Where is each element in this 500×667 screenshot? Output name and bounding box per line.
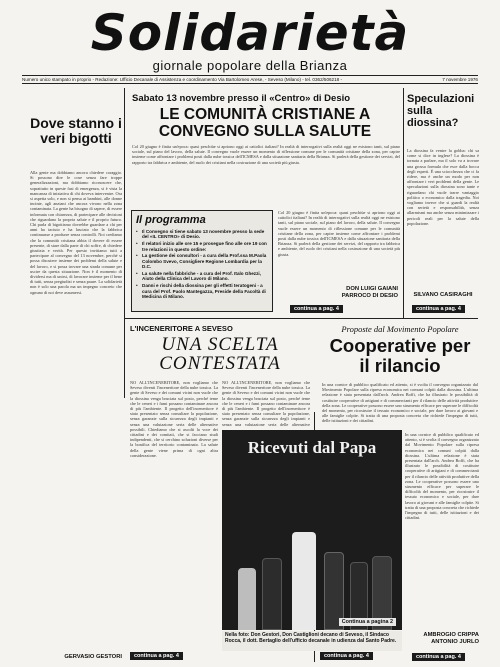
section-rule xyxy=(124,318,478,319)
center-signature xyxy=(278,286,398,300)
photo-figure xyxy=(292,532,316,630)
bottom-right-body-intro: In una cornice di pubblico qualificato ed attento, si è svolta il convegno organizzato dal Movimento Popolare sulla ripresa economica nei comuni colpiti dalla diossina. L'ultima relazione è stata presentata dall'arch. Andrea Boffi, che ha illustrato le possibilità di costituire cooperative di artigiani e di commercianti per il rilancio delle attività produttive della zona. Le cooperative possono essere uno strumento efficace per superare le difficoltà del momento, per ricostruire il tessuto economico e sociale, per dare lavoro ai giovani e alle famiglie colpite. Si tratta di una proposta concreta che richiede l'impegno di tutti, delle istituzioni e dei cittadini. xyxy=(322,382,478,424)
bottom-left-kicker: L'INCENERITORE A SEVESO xyxy=(130,324,233,333)
right-article-body: La diossina fa venire la gobba: chi sa come si dice in inglese? La diossina è tornata a parlare, ma il solo va a trovare una grossa formula che esce dalla bocca degli esperti. È una sciocchezza che ci fa ridere, ma è anche un modo per non affrontare i veri problemi della gente. Le speculazioni sulla diossina sono tante e riguardano chi vuole trarre vantaggio politico o economico dalla tragedia. Noi vogliamo invece che si guardi la realtà con serietà e responsabilità, senza allarmismi ma anche senza minimizzare i pericoli reali per la salute della popolazione. xyxy=(407,148,479,226)
right-headline: Speculazioni sulla diossina? xyxy=(407,93,475,129)
left-article-signature: GERVASIO GESTORI xyxy=(64,654,122,660)
center-signature-name: DON LUIGI GAIANI xyxy=(346,286,398,292)
bottom-left-body-2: NO ALL'INCENERITORE, non vogliamo che Seveso diventi l'inceneritore della nube tossica. La gente di Seveso e dei comuni vicini non vuole che la diossina venga bruciata sul posto, perché teme che le ceneri e i fumi possano contaminare ancora di più l'ambiente. Il progetto dell'inceneritore è stato presentato senza consultare la popolazione, senza garanzie sulla sicurezza degli impianti e senza una valutazione seria delle alternative xyxy=(222,380,310,426)
bottom-right-body: In una cornice di pubblico qualificato ed attento, si è svolta il convegno organizzato dal Movimento Popolare sulla ripresa economica nei comuni colpiti dalla diossina. L'ultima relazione è stata presentata dall'arch. Andrea Boffi, che ha illustrato le possibilità di costituire cooperative di artigiani e di commercianti per il rilancio delle attività produttive della zona. Le cooperative possono essere uno strumento efficace per superare le difficoltà del momento, per ricostruire il tessuto economico e sociale, per dare lavoro ai giovani e alle famiglie colpite. Si tratta di una proposta concreta che richiede l'impegno di tutti, delle istituzioni e dei cittadini. xyxy=(405,432,479,521)
photo-tag: Continua a pagina 2 xyxy=(339,618,396,626)
program-item: • Il relatori inizio alle ore 15 e prosegue fino alle ore 19 con tre relazioni in questo ordine: xyxy=(136,241,270,252)
column-rule xyxy=(403,88,404,318)
program-title: Il programma xyxy=(136,214,206,226)
left-headline: Dove stanno i veri bigotti xyxy=(30,115,122,146)
bottom-right-signature-1: AMBROGIO CRIPPA xyxy=(423,632,479,638)
program-list xyxy=(136,229,270,301)
right-continue-tag[interactable]: continua a pag. 4 xyxy=(412,305,465,313)
bottom-left-headline: UNA SCELTA CONTESTATA xyxy=(159,334,281,374)
program-item: • La gestione dei consultori - a cura della Prof.ssa M.Paola Colombo Svevo, Consigliere Regione Lombardia per la D.C. xyxy=(136,253,270,269)
program-item: • La salute nella fabbriche - a cura del Prof. Italo Ghezzi, Aiuto della Clinica del Lavoro di Milano. xyxy=(136,271,270,282)
bottom-right-headline: Cooperative per il rilancio xyxy=(329,335,471,376)
program-item: • Danni e rischi della diossina per gli effetti teratogeni - a cura del Prof. Paolo Mantegazza, Preside della Facoltà di Medicina di Milano. xyxy=(136,283,270,299)
bottom-left-body: NO ALL'INCENERITORE, non vogliamo che Seveso diventi l'inceneritore della nube tossica. La gente di Seveso e dei comuni vicini non vuole che la diossina venga bruciata sul posto, perché teme che le ceneri e i fumi possano contaminare ancora di più l'ambiente. Il progetto dell'inceneritore è stato presentato senza consultare la popolazione, senza garanzie sulla sicurezza degli impianti e senza una valutazione seria delle alternative possibili. Chiediamo che si ascolti la voce dei cittadini e dei comitati, che si facciano studi indipendenti, che si cerchino soluzioni diverse per la bonifica del territorio contaminato. La salute della gente viene prima di ogni altra considerazione. xyxy=(130,380,218,458)
center-continue-tag[interactable]: continua a pag. 4 xyxy=(290,305,343,313)
program-box xyxy=(131,210,273,312)
papal-audience-photo xyxy=(222,430,402,630)
photo-caption: Nella foto: Don Gestori, Don Castiglioni decano di Seveso, il Sindaco Rocca, il dott. Bertaglio dell'ufficio decanale in udienza dal Santo Padre. xyxy=(222,631,402,651)
photo-continue-tag[interactable]: continua a pag. 4 xyxy=(320,652,373,660)
center-article-body: Col 20 giugno è finita un'epoca: quasi peschiùe si apriono oggi ai cattolici italiani? In realtà di interrogativi sulla realtà oggi ne esistono tanti, sul piano sociale, sul piano del lavoro, della salute. Il convegno vuole essere un momento di riflessione comune per le comunità cristiane della zona, per capire insieme come affrontare i problemi posti dalla nube tossica dell'ICMESA e dalla situazione sanitaria della Brianza. Si parlerà della gestione dei servizi, del rapporto tra fabbrica e ambiente, del ruolo dei cristiani nella costruzione di una società più giusta. xyxy=(132,144,400,165)
bottom-left-continue-tag[interactable]: continua a pag. 4 xyxy=(130,652,183,660)
right-article-signature: SILVANO CASIRAGHI xyxy=(413,292,473,298)
left-article-body: Alla gente ma dobbiamo ancora chiedere coraggio. Si possono dire le cose senza fare troppe generalizzazioni, ma dobbiamo riconoscere che, soprattutto in queste fasi di emergenza, si è vista la mancanza di iniziativa di chi doveva intervenire. Ora si aspetta solo, e non si pensa ai bambini, alle donne incinte, agli anziani che ancora vivono nella zona contaminata. La gente ha bisogno di sapere, di essere informata con chiarezza, di partecipare alle decisioni che riguardano la propria salute e il proprio futuro. Chi parla di bigottismo dovrebbe guardare a chi per anni ha taciuto e ha lasciato che la fabbrica continuasse a produrre senza controlli. Noi crediamo che la comunità cristiana abbia il dovere di essere presente, di stare dalla parte di chi soffre, di chiedere giustizia e verità. Per questo invitiamo tutti a partecipare al convegno del 13 novembre, perché si possa discutere insieme dei problemi della salute e del lavoro, e si possa trovare una strada comune per uscire da questa situazione. Non è il momento di dividersi ma di unirsi, di lavorare insieme per il bene di tutti, senza pregiudizi e senza paure. La solidarietà non è solo una parola ma un impegno concreto che ognuno di noi deve assumersi. xyxy=(30,170,122,295)
center-kicker: Sabato 13 novembre presso il «Centro» di Desio xyxy=(132,93,351,104)
center-article-body-2: Col 20 giugno è finita un'epoca: quasi peschiùe si apriono oggi ai cattolici italiani? In realtà di interrogativi sulla realtà oggi ne esistono tanti, sul piano sociale, sul piano del lavoro, della salute. Il convegno vuole essere un momento di riflessione comune per le comunità cristiane della zona, per capire insieme come affrontare i problemi posti dalla nube tossica dell'ICMESA e dalla situazione sanitaria della Brianza. Si parlerà della gestione dei servizi, del rapporto tra fabbrica e ambiente, del ruolo dei cristiani nella costruzione di una società più giusta. xyxy=(278,210,400,257)
masthead-info: Numero unico stampato in proprio - Redazione: Ufficio Decanale di Assistenza e coordinamento Via Bartolomeo Arese, - Seveso (Milano) - tel. 0362/506218 - xyxy=(22,77,343,82)
center-headline: LE COMUNITÀ CRISTIANE A CONVEGNO SULLA SALUTE xyxy=(158,106,372,140)
photo-figure xyxy=(238,568,256,630)
masthead-info-bar xyxy=(22,75,478,84)
bottom-right-signature xyxy=(405,632,479,646)
issue-date: 7 novembre 1976 xyxy=(442,77,478,82)
photo-title: Ricevuti dal Papa xyxy=(247,438,377,457)
newspaper-title: Solidarietà xyxy=(90,4,410,62)
bottom-right-continue-tag[interactable]: continua a pag. 4 xyxy=(412,653,465,661)
program-item: • Il Convegno si tiene sabato 13 novembre presso la sede del «IL CENTRO» di Desio. xyxy=(136,229,270,240)
center-signature-role: PARROCO DI DESIO xyxy=(341,293,398,299)
photo-figure xyxy=(262,558,282,630)
newspaper-subtitle: giornale popolare della Brianza xyxy=(152,58,348,73)
masthead xyxy=(22,6,478,86)
column-rule xyxy=(124,88,125,398)
bottom-right-kicker: Proposte dal Movimento Popolare xyxy=(341,324,459,334)
bottom-right-signature-2: ANTONIO JURLO xyxy=(431,639,479,645)
